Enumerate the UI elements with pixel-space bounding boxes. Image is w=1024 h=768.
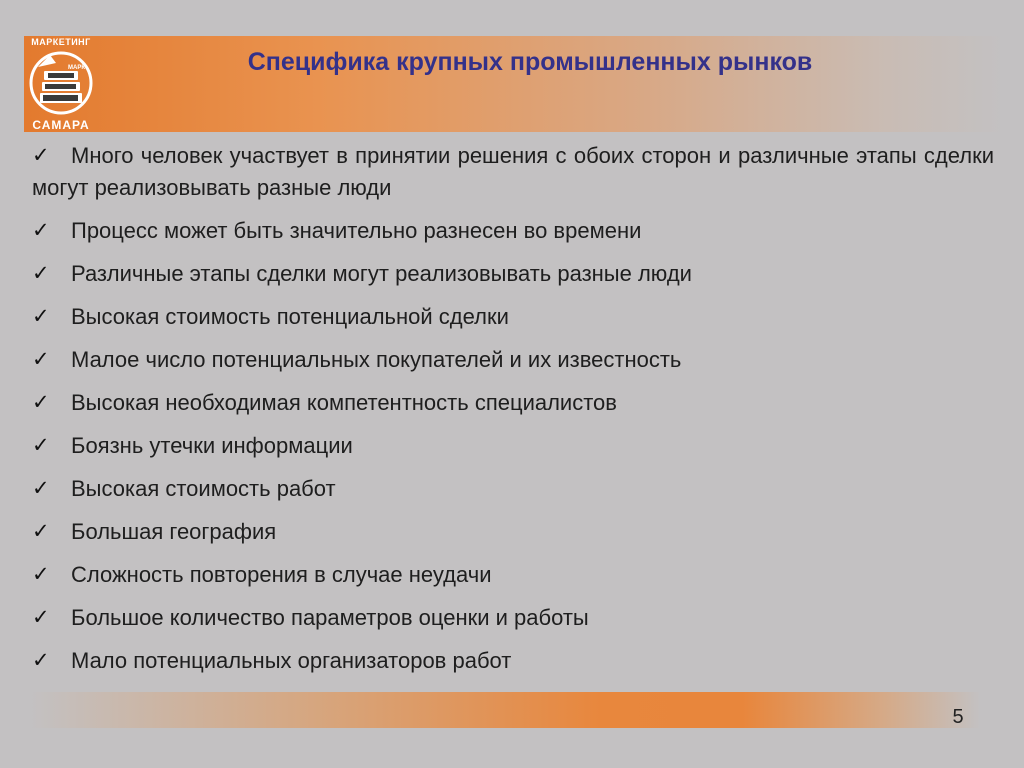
footer-band <box>30 692 980 728</box>
list-item-text: Большое количество параметров оценки и работы <box>71 605 589 630</box>
checkmark-icon: ✓ <box>32 520 50 543</box>
bullet-list <box>32 140 994 688</box>
list-item <box>32 387 994 419</box>
list-item-text: Малое число потенциальных покупателей и их известность <box>71 347 682 372</box>
checkmark-icon: ✓ <box>32 305 50 328</box>
logo-top-text: МАРКЕТИНГ <box>31 37 91 47</box>
checkmark-icon: ✓ <box>32 348 50 371</box>
list-item-text: Высокая стоимость работ <box>71 476 336 501</box>
logo-bottom-text: САМАРА <box>32 118 90 132</box>
checkmark-icon: ✓ <box>32 262 50 285</box>
checkmark-icon: ✓ <box>32 391 50 414</box>
slide-title: Специфика крупных промышленных рынков <box>247 48 813 76</box>
list-item-text: Боязнь утечки информации <box>71 433 353 458</box>
logo-badge-text: МАРК <box>68 65 85 71</box>
list-item <box>32 473 994 505</box>
checkmark-icon: ✓ <box>32 649 50 672</box>
list-item-text: Сложность повторения в случае неудачи <box>71 562 492 587</box>
list-item <box>32 559 994 591</box>
list-item-text: Мало потенциальных организаторов работ <box>71 648 512 673</box>
list-item <box>32 215 994 247</box>
list-item-text: Высокая необходимая компетентность специалистов <box>71 390 617 415</box>
list-item <box>32 430 994 462</box>
books-emblem-icon <box>28 49 94 117</box>
checkmark-icon: ✓ <box>32 563 50 586</box>
checkmark-icon: ✓ <box>32 606 50 629</box>
checkmark-icon: ✓ <box>32 219 50 242</box>
list-item <box>32 258 994 290</box>
list-item-text: Много человек участвует в принятии решения с обоих сторон и различные этапы сделки могут реализовывать разные люди <box>32 143 994 200</box>
list-item <box>32 140 994 204</box>
list-item <box>32 602 994 634</box>
list-item-text: Различные этапы сделки могут реализовывать разные люди <box>71 261 692 286</box>
list-item <box>32 645 994 677</box>
list-item <box>32 344 994 376</box>
list-item <box>32 301 994 333</box>
list-item <box>32 516 994 548</box>
checkmark-icon: ✓ <box>32 434 50 457</box>
checkmark-icon: ✓ <box>32 477 50 500</box>
list-item-text: Большая география <box>71 519 277 544</box>
page-number: 5 <box>952 706 964 728</box>
company-logo <box>24 36 98 132</box>
list-item-text: Процесс может быть значительно разнесен во времени <box>71 218 642 243</box>
list-item-text: Высокая стоимость потенциальной сделки <box>71 304 509 329</box>
checkmark-icon: ✓ <box>32 144 50 167</box>
